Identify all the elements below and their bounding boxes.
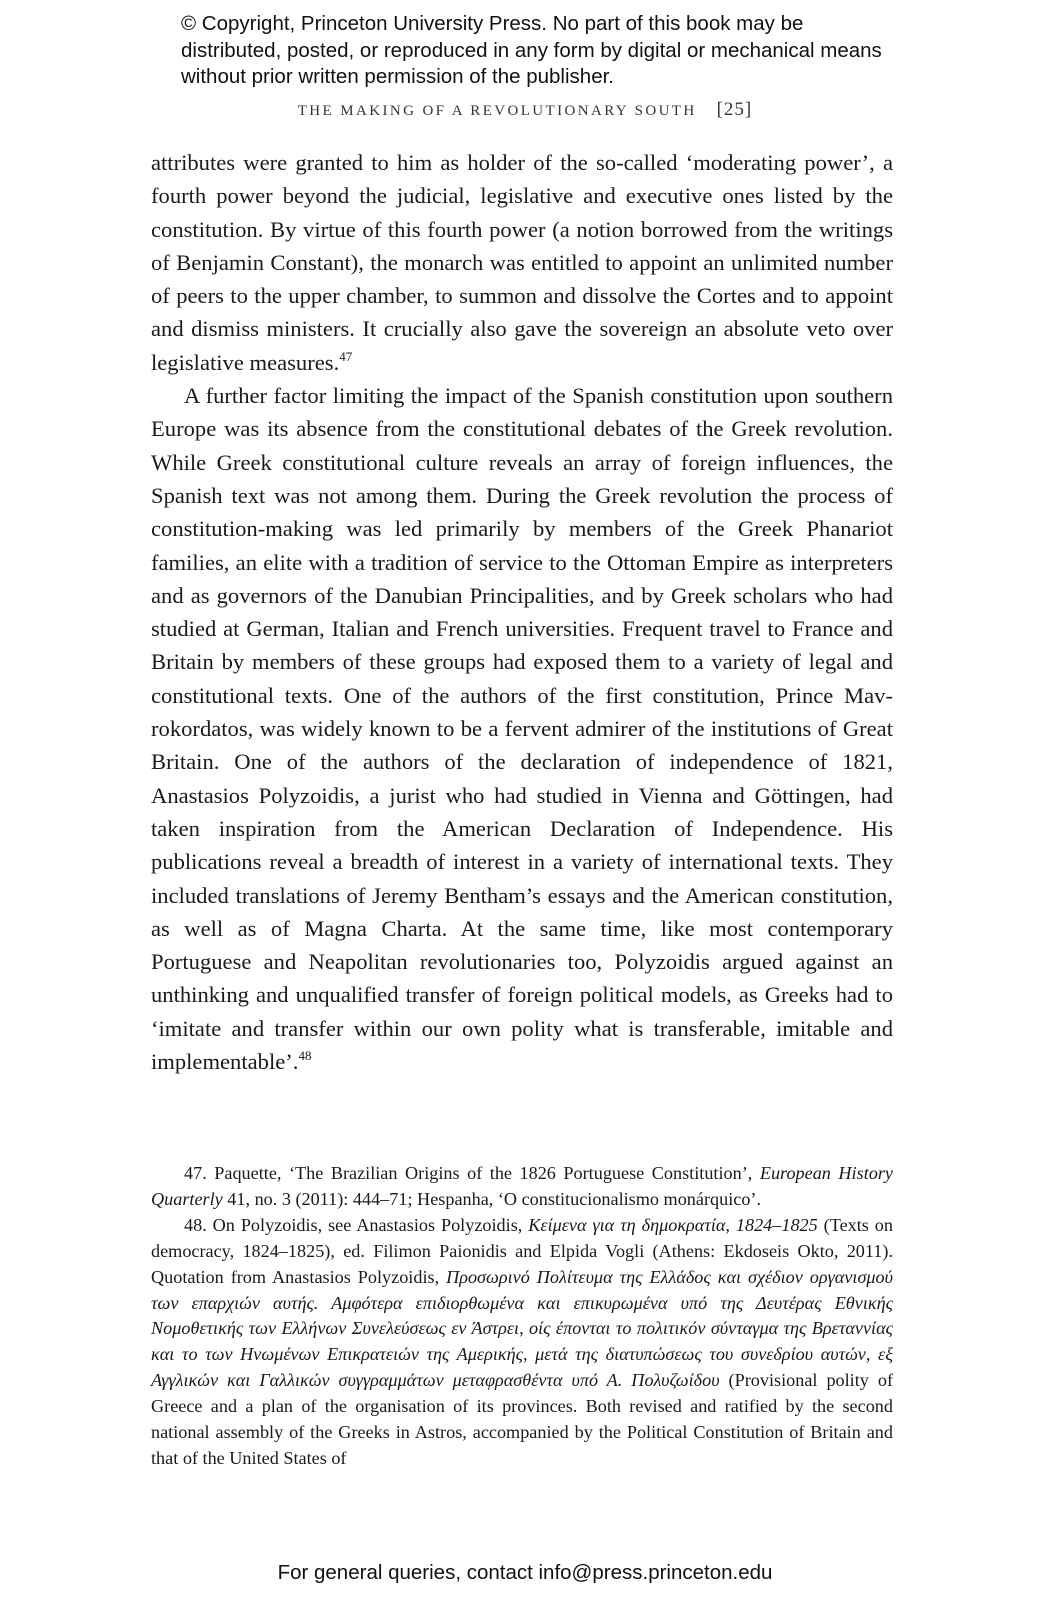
running-head xyxy=(0,99,1050,121)
paragraph-1 xyxy=(151,146,893,379)
copyright-notice: © Copyright, Princeton University Press. No part of this book may be distributed, posted, or reproduced in any form by digital or mechanical means without prior written permission of the publisher. xyxy=(181,12,882,88)
footnote-48 xyxy=(151,1213,893,1472)
body-text xyxy=(151,146,893,1078)
footnote-48-lead: 48. On Polyzoidis, see Anastasios Polyzoidis, xyxy=(184,1214,529,1235)
footnote-47-journal: European History Quarterly xyxy=(151,1163,893,1209)
footnote-48-rest: (Provisional polity of Greece and a plan of the organisation of its provinces. Both revised and ratified by the second national assembly of the Greeks in Astros, accompanied by the Political Constitution of Britain and that of the United States of xyxy=(151,1370,894,1468)
footnote-47-lead: 47. Paquette, ‘The Brazilian Origins of the 1826 Portuguese Constitution’, xyxy=(184,1163,760,1183)
page-number: [25] xyxy=(716,99,753,120)
footnotes xyxy=(151,1161,893,1472)
footnote-47 xyxy=(151,1161,893,1213)
footnote-48-title-2: Προσωρινό Πολίτευμα της Ελλάδος και σχέδιον οργανισμού των επαρχιών αυτής. Αμφότερα επιδιορθωμένα και επικυρωμένα υπό της Δευτέρας Εθνικής Νομοθετικής των Ελλήνων Συνελεύσεως εν Άστρει, οίς έπονται το πολιτικόν σύνταγμα της Βρεταννίας και το των Ηνωμένων Επικρατειών της Αμερικής, μετά της διατυπώσεως του συνεδρίου αυτών, εξ Αγγλικών και Γαλλικών συγγραμμάτων μεταφρασθέντα υπό Α. Πολυζωίδου xyxy=(151,1266,893,1391)
footer-contact: For general queries, contact info@press.princeton.edu xyxy=(277,1561,773,1584)
paragraph-2-text: A further factor limiting the impact of the Spanish constitution upon southern Europe was its absence from the constitutional debates of the Greek revolution. While Greek constitutional culture reveals an array of foreign influences, the Spanish text was not among them. During the Greek revolution the process of constitution-making was led primarily by members of the Greek Phanariot families, an elite with a tradition of service to the Ottoman Empire as interpreters and as governors of the Danubian Principalities, and by Greek scholars who had studied at German, Italian and French universities. Frequent travel to France and Britain by members of these groups had exposed them to a variety of legal and constitutional texts. One of the authors of the first constitution, Prince Mavrokordatos, was widely known to be a fervent admirer of the institutions of Great Britain. One of the authors of the declaration of independence of 1821, Anastasios Polyzoidis, a jurist who had studied in Vienna and Göttingen, had taken inspiration from the American Declaration of Independence. His publications reveal a breadth of interest in a variety of international texts. They included translations of Jeremy Bentham’s essays and the American constitution, as well as of Magna Charta. At the same time, like most contemporary Portuguese and Neapolitan revolutionaries too, Polyzoidis argued against an unthinking and unqualified transfer of foreign political models, as Greeks had to ‘imitate and transfer within our own polity what is transferable, imitable and implementable’. xyxy=(151,383,893,1075)
paragraph-2 xyxy=(151,379,893,1078)
paragraph-1-text: attributes were granted to him as holder of the so-called ‘moderating power’, a fourth power beyond the judicial, legislative and executive ones listed by the constitution. By virtue of this fourth power (a notion borrowed from the writings of Benjamin Constant), the monarch was entitled to appoint an unlimited number of peers to the upper chamber, to summon and dissolve the Cortes and to appoint and dismiss ministers. It crucially also gave the sovereign an absolute veto over legislative measures. xyxy=(151,150,893,375)
footnote-47-rest: 41, no. 3 (2011): 444–71; Hespanha, ‘O constitucionalismo monárquico’. xyxy=(222,1188,762,1209)
note-ref-48: 48 xyxy=(298,1048,312,1064)
note-ref-47: 47 xyxy=(339,348,353,364)
footnote-48-title-1: Κείμενα για τη δημοκρατία, 1824–1825 xyxy=(528,1214,818,1235)
footnote-48-mid: (Texts on democracy, 1824–1825), ed. Filimon Paionidis and Elpida Vogli (Athens: Ekdoseis Okto, 2011). Quotation from Anastasios Polyzoidis, xyxy=(151,1214,893,1287)
running-head-title: THE MAKING OF A REVOLUTIONARY SOUTH xyxy=(297,103,697,119)
